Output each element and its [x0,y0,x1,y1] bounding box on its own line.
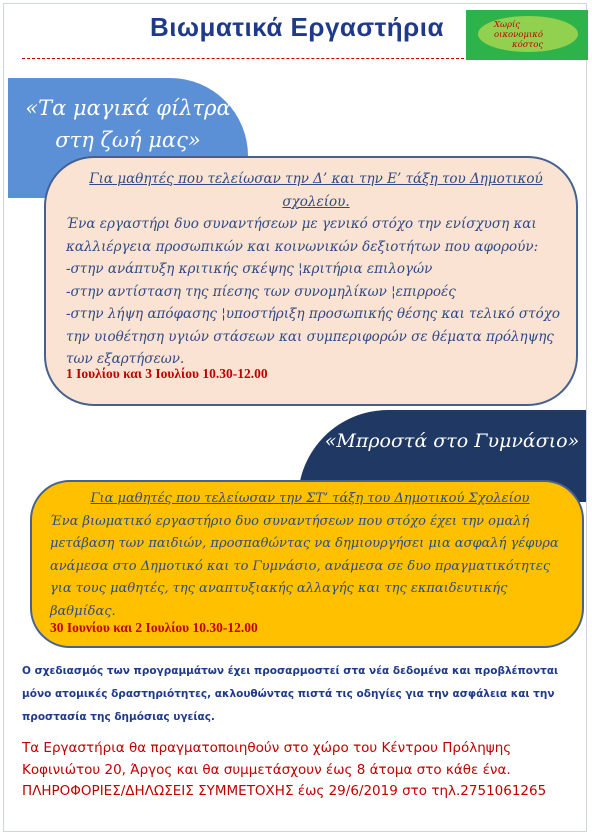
workshop1-heading-line: «Τα μαγικά φίλτρα [25,96,231,120]
page-title: Βιωματικά Εργαστήρια [150,12,444,42]
workshop1-desc-line: Ένα εργαστήρι δυο συναντήσεων με γενικό στόχο την ενίσχυση και καλλιέργεια προσωπικών και κοινωνικών δεξιοτήτων που αφορούν: [66,216,539,255]
workshop1-dates: 1 Ιουλίου και 3 Ιουλίου 10.30-12.00 [66,366,268,381]
workshop1-text [66,168,566,371]
health-notice: Ο σχεδιασμός των προγραμμάτων έχει προσαρμοστεί στα νέα δεδομένα και προβλέπονται μόνο ατομικές δραστηριότητες, ακλουθώντας πιστά τις οδηγίες για την ασφάλεια και την προστασία της δημόσιας υγείας. [22,665,559,723]
workshop1-heading [18,92,238,156]
workshop1-heading-line: στη ζωή μας» [55,128,201,152]
workshop2-description: Ένα βιωματικό εργαστήριο δυο συναντήσεων που στόχο έχει την ομαλή μετάβαση των παιδιών, προσπαθώντας να δημιουργήσει μια ασφαλή γέφυρα ανάμεσα στο Δημοτικό και το Γυμνάσιο, ανάμεσα σε δυο πραγματικότητες για τους μαθητές, της αναπτυξιακής αλλαγής και της εκπαιδευτικής βαθμίδας. [50,513,559,619]
workshop1-audience: Για μαθητές που τελείωσαν την Δ’ και την Ε’ τάξη του Δημοτικού σχολείου. [89,171,543,210]
workshop1-desc-line: -στην αντίσταση της πίεσης των συνομηλίκων ¦επιρροές [66,283,456,300]
workshop2-text [50,488,570,623]
cost-badge-line: κόστος [512,40,544,50]
workshop1-desc-line: -στην λήψη απόφασης ¦υποστήριξη προσωπικής θέσης και τελικό στόχο την υιοθέτηση υγιών στάσεων και συμπεριφορών σε θέματα πρόληψης των εξαρτήσεων. [66,306,561,367]
workshop2-dates: 30 Ιουνίου και 2 Ιουλίου 10.30-12.00 [50,620,258,635]
workshop1-desc-line: -στην ανάπτυξη κριτικής σκέψης ¦κριτήρια επιλογών [66,261,433,277]
cost-badge-line: οικονομικό [494,30,543,40]
cost-badge-text [494,20,574,50]
header-divider [22,58,464,59]
workshop2-heading: «Μπροστά στο Γυμνάσιο» [324,430,580,452]
cost-badge-line: Χωρίς [494,20,521,30]
contact-info: Τα Εργαστήρια θα πραγματοποιηθούν στο χώρο του Κέντρου Πρόληψης Κοφινιώτου 20, Άργος και θα συμμετάσχουν έως 8 άτομα στο κάθε ένα. ΠΛΗΡΟΦΟΡΙΕΣ/ΔΗΛΩΣΕΙΣ ΣΥΜΜΕΤΟΧΗΣ έως 29/6/2019 στο τηλ.2751061265 [22,740,547,799]
workshop2-audience: Για μαθητές που τελείωσαν την ΣΤ’ τάξη του Δημοτικού Σχολείου [90,491,530,506]
